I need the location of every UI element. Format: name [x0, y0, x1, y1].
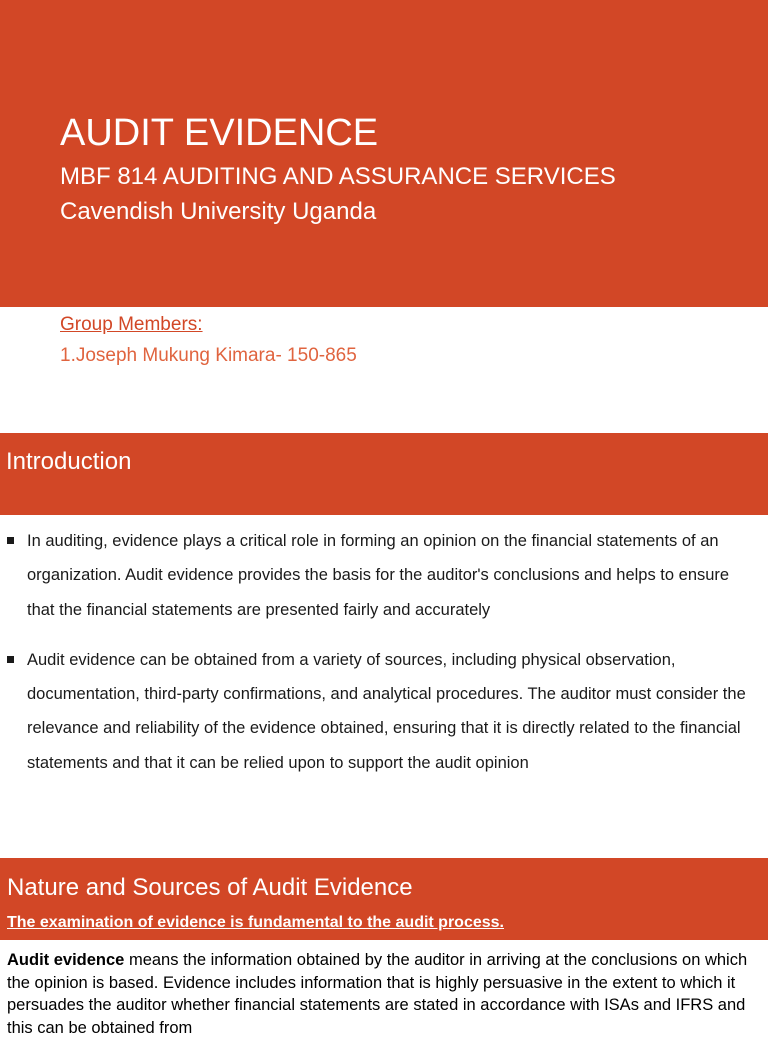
- bullet-item: [0, 643, 768, 780]
- university-subtitle: Cavendish University Uganda: [60, 198, 377, 225]
- definition-paragraph: [7, 949, 765, 1039]
- intro-heading: Introduction: [6, 448, 132, 475]
- nature-subheading: The examination of evidence is fundamental to the audit process.: [7, 914, 504, 931]
- bullet-item: [0, 524, 768, 627]
- bullet-text: In auditing, evidence plays a critical role in forming an opinion on the financial statements of an organization. Audit evidence provides the basis for the auditor's conclusions and helps to ensure that the financial statements are presented fairly and accurately: [27, 532, 730, 619]
- bullet-text: Audit evidence can be obtained from a variety of sources, including physical observation, documentation, third-party confirmations, and analytical procedures. The auditor must consider the relevance and reliability of the evidence obtained, ensuring that it is directly related to the financial statements and that it can be relied upon to support the audit opinion: [27, 650, 746, 772]
- course-subtitle: MBF 814 AUDITING AND ASSURANCE SERVICES: [60, 163, 616, 190]
- square-bullet-icon: [7, 656, 14, 663]
- definition-text: means the information obtained by the auditor in arriving at the conclusions on which the opinion is based. Evidence includes information that is highly persuasive in the extent to which it persuades the auditor whether financial statements are stated in accordance with ISAs and IFRS and this can be obtained from: [7, 951, 748, 1037]
- group-members-heading: Group Members:: [60, 314, 203, 335]
- definition-term: Audit evidence: [7, 951, 125, 969]
- presentation-title: AUDIT EVIDENCE: [60, 112, 379, 154]
- intro-bullet-list: [0, 524, 768, 780]
- group-member-item: 1.Joseph Mukung Kimara- 150-865: [60, 345, 357, 366]
- nature-heading: Nature and Sources of Audit Evidence: [7, 874, 413, 901]
- slide-divider: [0, 420, 768, 433]
- square-bullet-icon: [7, 537, 14, 544]
